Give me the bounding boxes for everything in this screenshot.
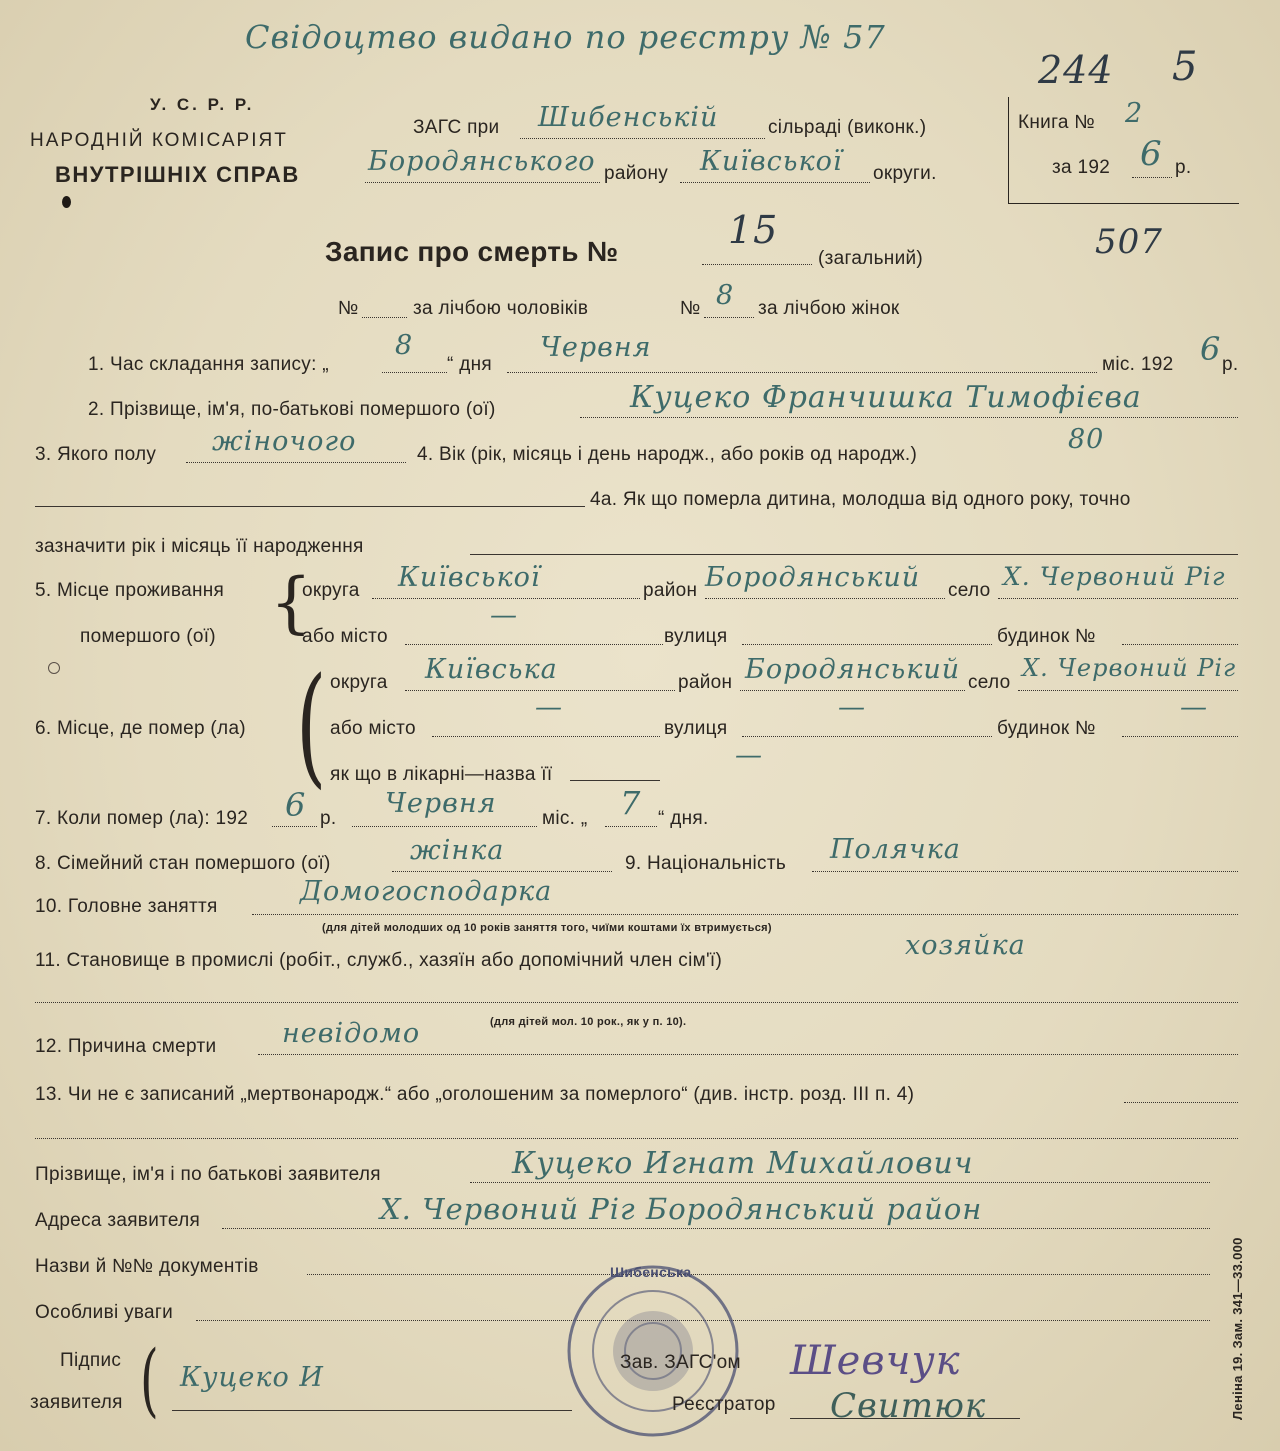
field-11-note: (для дітей мол. 10 рок., як у п. 10). [490,1016,687,1028]
village-council-line [520,138,765,139]
field-7-mis: міс. „ [542,808,588,829]
field-2-value: Куцеко Франчишка Тимофієва [630,380,1142,415]
district-value: Бородянського [368,146,596,177]
field-11-line [35,1002,1238,1003]
field-6-okrug-label: округа [330,672,388,693]
field-6-brace: ( [296,649,327,801]
record-general: (загальний) [818,248,924,269]
signature-label-2: заявителя [30,1392,123,1413]
okrug-line [680,182,870,183]
field-1-label: 1. Час складання запису: „ [88,354,329,375]
head-label: Зав. ЗАГС'ом [620,1352,741,1373]
signature-line [172,1410,572,1411]
book-label: Книга № [1018,112,1096,133]
field-5-okrug-label: округа [302,580,360,601]
field-6-street-dash: — [838,692,866,723]
field-2-line [580,417,1238,418]
field-6-raion-label: район [678,672,733,693]
field-7-label: 7. Коли помер (ла): 192 [35,808,249,829]
field-1-year-suffix: р. [1222,354,1239,375]
stamp-text: Шибенська [610,1264,692,1280]
field-1-month-line [507,372,1097,373]
okrug-label: округи. [873,163,937,184]
field-6-selo-line [1018,690,1238,691]
field-4a-label-2: зазначити рік і місяць її народження [35,536,364,557]
field-5-selo-label: село [948,580,991,601]
field-1-year-label: міс. 192 [1102,354,1174,375]
signature-label: Підпис [60,1350,122,1371]
zags-prefix: ЗАГС при [413,117,500,138]
field-6-raion-value: Бородянський [745,654,961,685]
field-5-city-line [405,644,663,645]
field-6-hospital-line [570,780,660,781]
field-3-value: жіночого [212,426,357,457]
department-label: ВНУТРІШНІХ СПРАВ [55,162,300,187]
field-6-hospital-label: як що в лікарні—назва її [330,764,553,785]
field-13-label: 13. Чи не є записаний „мертвонародж.“ або „оголошеним за померлого“ (див. інстр. розд. III п. 4) [35,1084,915,1105]
field-1-year: 6 [1200,330,1222,368]
applicant-address-value: Х. Червоний Ріг Бородянський район [380,1192,983,1226]
book-number: 2 [1125,98,1144,129]
male-count-label: за лічбою чоловіків [413,298,589,319]
field-1-month: Червня [540,332,652,363]
field-4-label: 4. Вік (рік, місяць і день народж., або років од народж.) [417,444,918,465]
field-5-raion-line [705,598,945,599]
field-6-street-label: вулиця [664,718,728,739]
book-year-value: 6 [1140,134,1163,174]
field-5-raion-value: Бородянський [705,562,921,593]
field-5-brace: { [270,564,312,641]
signature-brace: ( [140,1333,159,1426]
field-7-month-line [352,826,537,827]
field-8-label: 8. Сімейний стан помершого (ої) [35,853,331,874]
field-6-city-label: або місто [330,718,416,739]
field-6-house-dash: — [1180,692,1208,723]
field-3-line [186,462,406,463]
field-6-label: 6. Місце, де помер (ла) [35,718,246,739]
field-7-day: 7 [620,784,642,822]
documents-label: Назви й №№ документів [35,1256,259,1277]
male-count-line [362,317,407,318]
female-count-prefix: № [680,298,701,319]
registrar-label: Реєстратор [672,1394,776,1415]
book-year-line [1132,177,1172,178]
district-line [365,182,600,183]
commissariat-label: НАРОДНІЙ КОМІСАРІЯТ [30,130,288,151]
punch-hole [48,662,60,674]
book-year-suffix: р. [1175,157,1192,178]
field-7-r: р. [320,808,337,829]
field-7-day-suffix: “ дня. [658,808,709,829]
field-3-label: 3. Якого полу [35,444,157,465]
field-6-okrug-value: Київська [425,654,558,685]
field-11-value: хозяйка [905,930,1026,961]
field-5-street-line [742,644,992,645]
field-5-city-label: або місто [302,626,388,647]
printer-note: Леніна 19. Зам. 341—33.000 [1230,1237,1245,1420]
field-4a-line [35,506,585,507]
field-7-year-line [272,826,317,827]
applicant-address-line [222,1228,1210,1229]
field-10-label: 10. Головне заняття [35,896,218,917]
field-5-selo-value: Х. Червоний Ріг [1003,562,1226,591]
field-6-raion-line [740,690,965,691]
applicant-name-value: Куцеко Игнат Михайлович [512,1146,974,1181]
field-7-month: Червня [385,788,497,819]
field-5-city-dash: — [490,600,518,631]
stamp-number: 507 [1095,222,1163,262]
issued-certificate-note: Свідоцтво видано по реєстру № 57 [245,18,886,56]
field-10-note: (для дітей молодших од 10 років заняття того, чиїми коштами їх втримується) [322,922,772,934]
republic-label: У. С. Р. Р. [150,95,255,114]
field-6-okrug-line [405,690,675,691]
field-11-label: 11. Становище в промислі (робіт., служб., хазяїн або допомічний член сім'ї) [35,950,723,971]
village-council-suffix: сільраді (виконк.) [768,117,927,138]
field-6-city-line [432,736,660,737]
field-4-value: 80 [1068,424,1105,455]
field-6-selo-value: Х. Червоний Ріг [1022,654,1237,682]
field-5-raion-label: район [643,580,698,601]
zags-round-stamp [548,1256,758,1446]
book-year-label: за 192 [1052,157,1111,178]
field-5-label-2: помершого (ої) [80,626,216,647]
field-5-house-line [1122,644,1238,645]
field-4a-line-2 [470,554,1238,555]
field-5-selo-line [998,598,1238,599]
field-6-street-line [742,736,992,737]
field-8-value: жінка [410,835,505,866]
registrar-signature: Свитюк [830,1386,987,1426]
female-count-label: за лічбою жінок [758,298,900,319]
field-6-house-label: будинок № [997,718,1096,739]
village-council-value: Шибенській [538,102,719,133]
field-9-label: 9. Національність [625,853,787,874]
field-6-selo-label: село [968,672,1011,693]
field-5-okrug-line [372,598,640,599]
applicant-address-label: Адреса заявителя [35,1210,201,1231]
field-4a-label: 4а. Як що померла дитина, молодша від одного року, точно [590,489,1131,510]
field-12-line [258,1054,1238,1055]
field-5-okrug-value: Київської [398,562,541,593]
record-number-line [702,264,812,265]
field-7-year: 6 [285,786,307,824]
ink-blot [62,196,71,208]
district-label: району [604,163,669,184]
applicant-name-line [470,1182,1210,1183]
field-6-hospital-dash: — [735,740,763,771]
applicant-name-label: Прізвище, ім'я і по батькові заявителя [35,1164,381,1185]
female-count-value: 8 [716,280,735,311]
corner-number-1: 244 [1038,48,1114,92]
field-9-value: Полячка [830,834,961,865]
okrug-value: Київської [700,146,843,177]
male-count-prefix: № [338,298,359,319]
applicant-signature: Куцеко И [180,1362,324,1393]
field-1-day-line [382,372,447,373]
field-10-value: Домогосподарка [300,876,553,907]
notes-label: Особливі уваги [35,1302,174,1323]
field-5-house-label: будинок № [997,626,1096,647]
record-number: 15 [728,208,779,252]
field-10-line [252,914,1238,915]
field-6-city-dash: — [535,692,563,723]
field-1-day-suffix: “ дня [447,354,492,375]
field-2-label: 2. Прізвище, ім'я, по-батькові помершого (ої) [88,399,496,420]
field-12-label: 12. Причина смерти [35,1036,217,1057]
field-13-line-2 [35,1138,1238,1139]
head-signature: Шевчук [790,1338,961,1384]
field-13-line [1124,1102,1238,1103]
field-8-line [392,871,612,872]
registrar-line [790,1418,1020,1419]
documents-line [307,1274,1210,1275]
field-9-line [812,871,1238,872]
field-5-street-label: вулиця [664,626,728,647]
record-title: Запис про смерть № [325,236,619,267]
field-12-value: невідомо [282,1018,421,1049]
field-7-day-line [605,826,657,827]
field-6-house-line [1122,736,1238,737]
corner-number-2: 5 [1172,44,1199,90]
field-1-day: 8 [395,330,414,361]
female-count-line [704,317,754,318]
field-5-label: 5. Місце проживання [35,580,225,601]
